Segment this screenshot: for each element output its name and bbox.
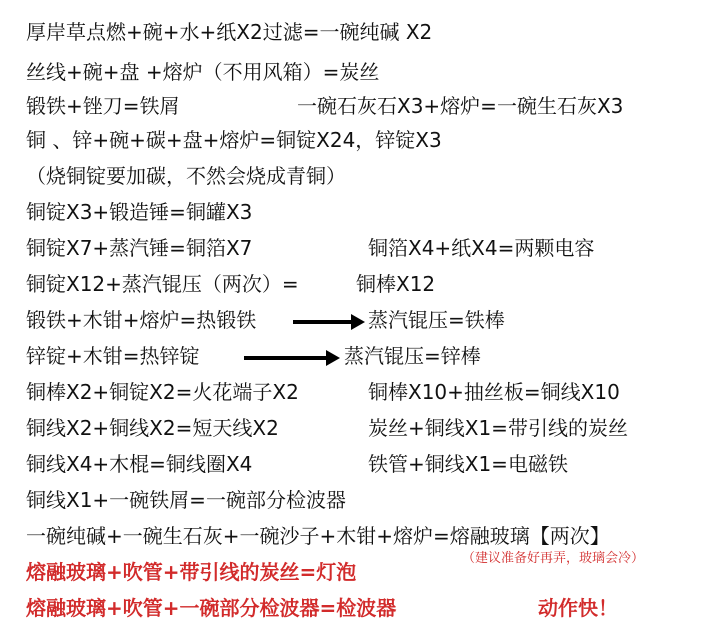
recipe-copper-rod-step1: 铜锭X12+蒸汽锟压（两次）=: [26, 272, 299, 296]
recipe-copper-rod-result: 铜棒X12: [356, 272, 436, 296]
recipe-spark-terminal: 铜棒X2+铜锭X2=火花端子X2: [26, 380, 299, 404]
recipe-iron-filings: 锻铁+锉刀=铁屑: [26, 94, 180, 118]
recipe-detector: 熔融玻璃+吹管+一碗部分检波器=检波器: [26, 596, 397, 620]
recipe-copper-wire: 铜棒X10+抽丝板=铜线X10: [368, 380, 620, 404]
recipe-carbon-filament: 丝线+碗+盘 +熔炉（不用风箱）=炭丝: [26, 60, 380, 84]
note-prepare-first: （建议准备好再弄，玻璃会冷）: [462, 551, 645, 566]
recipe-lead-filament: 炭丝+铜线X1=带引线的炭丝: [368, 416, 628, 440]
recipe-hot-zinc-ingot: 锌锭+木钳=热锌锭: [26, 344, 200, 368]
recipe-copper-can: 铜锭X3+锻造锤=铜罐X3: [26, 200, 253, 224]
recipe-copper-coil: 铜线X4+木棍=铜线圈X4: [26, 452, 253, 476]
recipe-electromagnet: 铁管+铜线X1=电磁铁: [368, 452, 568, 476]
arrow-right-icon: [293, 320, 353, 324]
recipe-capacitor: 铜箔X4+纸X4=两颗电容: [368, 236, 595, 260]
recipe-quicklime: 一碗石灰石X3+熔炉=一碗生石灰X3: [297, 94, 624, 118]
recipe-soda-ash: 厚岸草点燃+碗+水+纸X2过滤=一碗纯碱 X2: [26, 20, 433, 44]
recipe-molten-glass: 一碗纯碱+一碗生石灰+一碗沙子+木钳+熔炉=熔融玻璃【两次】: [26, 524, 610, 548]
note-add-carbon: （烧铜锭要加碳，不然会烧成青铜）: [26, 164, 346, 188]
recipe-copper-zinc-ingots: 铜 、锌+碗+碳+盘+熔炉=铜锭X24，锌锭X3: [26, 128, 442, 152]
arrow-right-icon: [244, 356, 328, 360]
recipe-short-antenna: 铜线X2+铜线X2=短天线X2: [26, 416, 279, 440]
recipe-zinc-rod: 蒸汽锟压=锌棒: [344, 344, 481, 368]
recipe-copper-foil: 铜锭X7+蒸汽锤=铜箔X7: [26, 236, 253, 260]
recipe-iron-rod: 蒸汽锟压=铁棒: [368, 308, 505, 332]
recipe-partial-detector: 铜线X1+一碗铁屑=一碗部分检波器: [26, 488, 346, 512]
recipe-hot-wrought-iron: 锻铁+木钳+熔炉=热锻铁: [26, 308, 257, 332]
note-act-fast: 动作快！: [538, 596, 618, 620]
recipe-light-bulb: 熔融玻璃+吹管+带引线的炭丝=灯泡: [26, 560, 357, 584]
